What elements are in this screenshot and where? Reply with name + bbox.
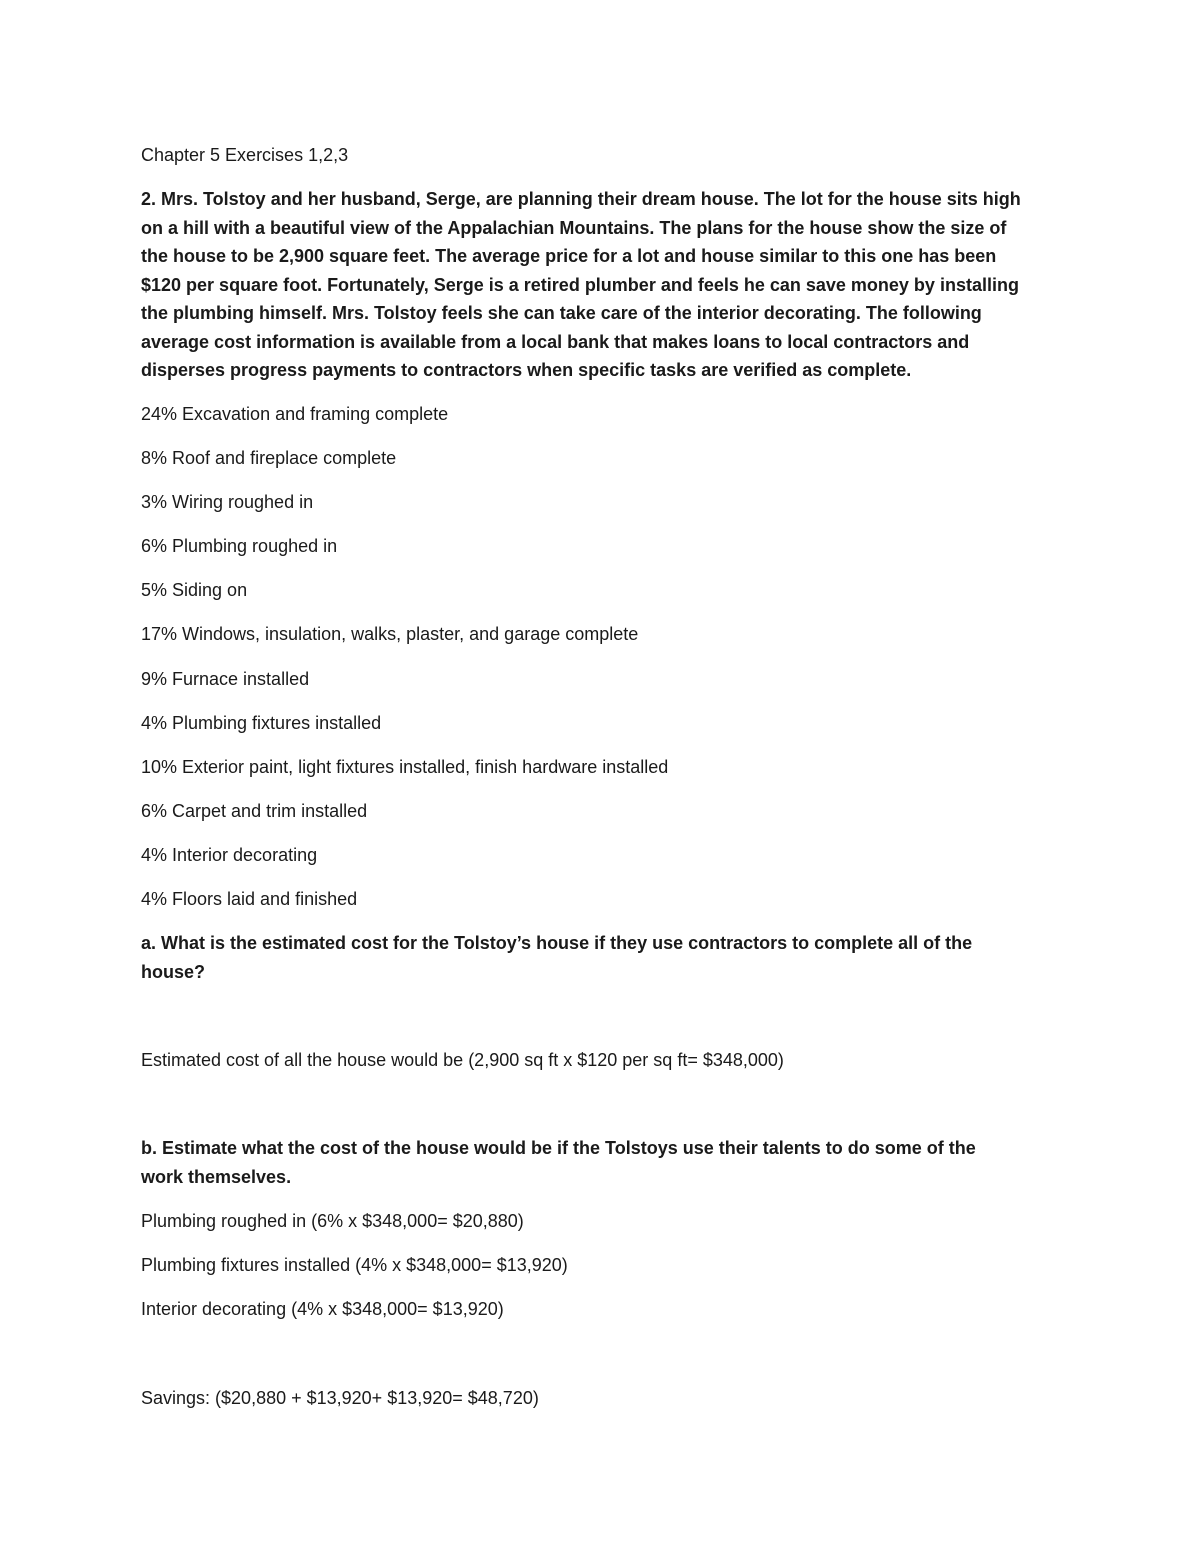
- answer-b-item: Plumbing roughed in (6% x $348,000= $20,880): [141, 1211, 524, 1231]
- cost-item: 4% Plumbing fixtures installed: [141, 713, 382, 733]
- question-b: [141, 1134, 1061, 1191]
- answer-b-item: Interior decorating (4% x $348,000= $13,920): [141, 1299, 504, 1319]
- cost-item: 4% Interior decorating: [141, 845, 318, 865]
- problem-line: the plumbing himself. Mrs. Tolstoy feels she can take care of the interior decorating. The following: [141, 303, 982, 323]
- savings-total: Savings: ($20,880 + $13,920+ $13,920= $48,720): [141, 1388, 539, 1408]
- problem-statement: [141, 185, 1061, 385]
- problem-line: $120 per square foot. Fortunately, Serge is a retired plumber and feels he can save money by installing: [141, 274, 1019, 295]
- cost-item: 3% Wiring roughed in: [141, 492, 314, 512]
- cost-item: 8% Roof and fireplace complete: [141, 448, 397, 468]
- cost-item: 24% Excavation and framing complete: [141, 404, 449, 424]
- question-b-line: b. Estimate what the cost of the house would be if the Tolstoys use their talents to do some of the: [141, 1138, 976, 1158]
- question-a-line: a. What is the estimated cost for the Tolstoy’s house if they use contractors to complete all of the: [141, 933, 973, 953]
- question-a-line: house?: [141, 961, 206, 982]
- cost-item: 10% Exterior paint, light fixtures installed, finish hardware installed: [141, 757, 669, 777]
- cost-item: 9% Furnace installed: [141, 669, 310, 689]
- document-heading: Chapter 5 Exercises 1,2,3: [141, 145, 349, 165]
- cost-item: 17% Windows, insulation, walks, plaster, and garage complete: [141, 624, 639, 644]
- question-a: [141, 929, 1061, 986]
- problem-line: 2. Mrs. Tolstoy and her husband, Serge, are planning their dream house. The lot for the house sits high: [141, 189, 1021, 209]
- question-b-line: work themselves.: [141, 1166, 292, 1187]
- cost-item: 5% Siding on: [141, 580, 248, 600]
- answer-b-item: Plumbing fixtures installed (4% x $348,000= $13,920): [141, 1255, 568, 1275]
- problem-line: disperses progress payments to contractors when specific tasks are verified as complete.: [141, 360, 912, 380]
- cost-item: 4% Floors laid and finished: [141, 889, 358, 909]
- cost-item: 6% Carpet and trim installed: [141, 801, 368, 821]
- problem-line: the house to be 2,900 square feet. The average price for a lot and house similar to this one has been: [141, 246, 997, 266]
- problem-line: average cost information is available from a local bank that makes loans to local contractors and: [141, 331, 970, 352]
- answer-a: Estimated cost of all the house would be (2,900 sq ft x $120 per sq ft= $348,000): [141, 1050, 784, 1070]
- problem-line: on a hill with a beautiful view of the Appalachian Mountains. The plans for the house show the size of: [141, 217, 1007, 238]
- cost-item: 6% Plumbing roughed in: [141, 536, 338, 556]
